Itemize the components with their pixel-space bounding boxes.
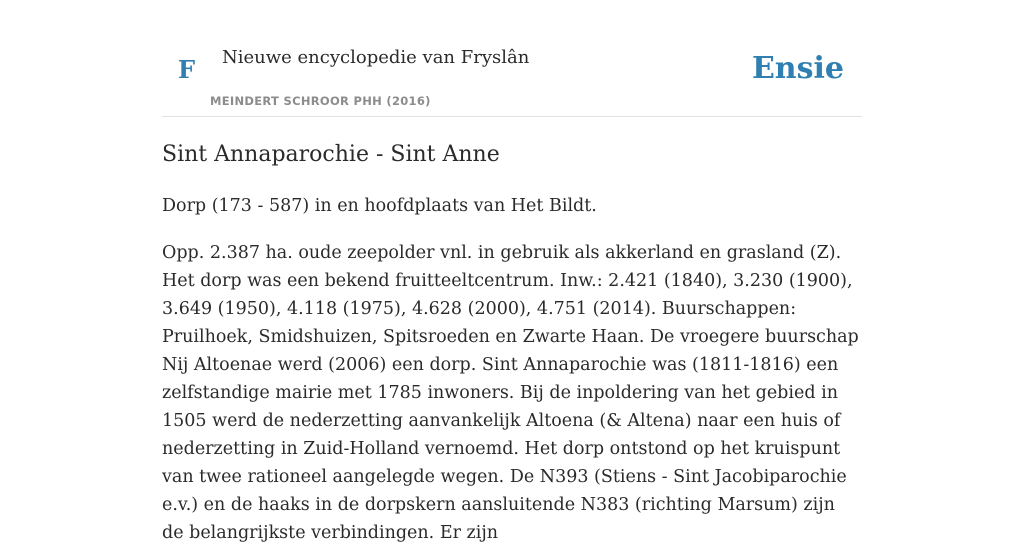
page-header	[162, 0, 862, 117]
entry-paragraph: Dorp (173 - 587) in en hoofdplaats van Het Bildt.	[162, 196, 597, 216]
book-title[interactable]: Nieuwe encyclopedie van Fryslân	[222, 47, 530, 68]
ensie-logo-link[interactable]: Ensie	[751, 51, 844, 86]
entry-title: Sint Annaparochie - Sint Anne	[162, 142, 500, 167]
book-logo[interactable]: F	[178, 55, 196, 84]
entry-paragraph: Opp. 2.387 ha. oude zeepolder vnl. in gebruik als akkerland en grasland (Z). Het dorp was een bekend fruitteeltcentrum. Inw.: 2.421 (1840), 3.230 (1900), 3.649 (1950), 4.118 (1975), 4.628 (2000), 4.751 (2014). Buurschappen: Pruilhoek, Smidshuizen, Spitsroeden en Zwarte Haan. De vroegere buurschap Nij Altoenae werd (2006) een dorp. Sint Annaparochie was (1811-1816) een zelfstandige mairie met 1785 inwoners. Bij de inpoldering van het gebied in 1505 werd de nederzetting aanvankelijk Altoena (& Altena) naar een huis of nederzetting in Zuid-Holland vernoemd. Het dorp ontstond op het kruispunt van twee rationeel aangelegde wegen. De N393 (Stiens - Sint Jacobiparochie e.v.) en de haaks in de dorpskern aansluitende N383 (richting Marsum) zijn de belangrijkste verbindingen. Er zijn	[162, 243, 859, 543]
book-author: MEINDERT SCHROOR PHH (2016)	[210, 94, 431, 108]
